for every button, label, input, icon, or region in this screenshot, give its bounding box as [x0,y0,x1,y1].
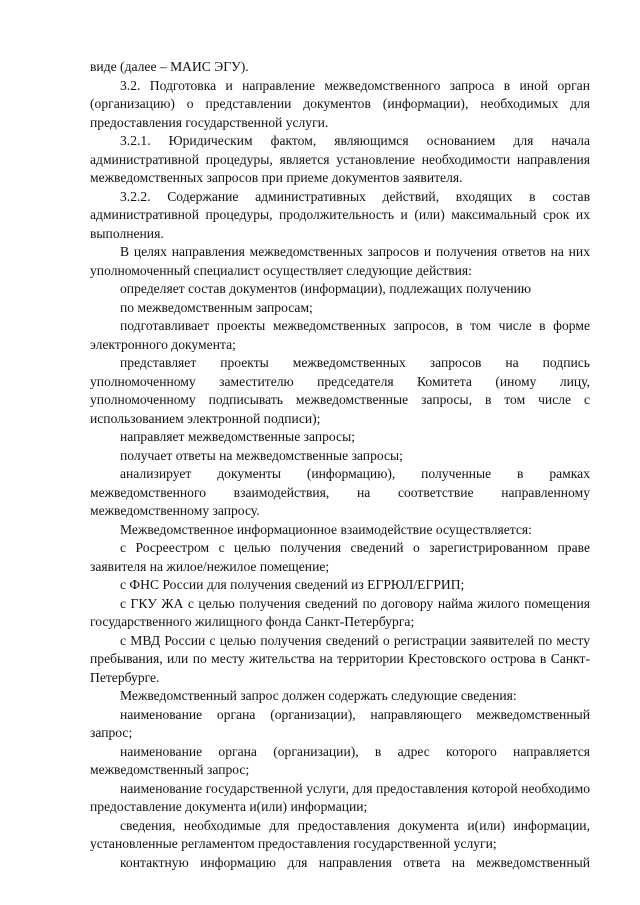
paragraph-continuation: виде (далее – МАИС ЭГУ). [90,59,249,74]
list-item: с ФНС России для получения сведений из ЕГРЮЛ/ЕГРИП; [120,577,465,592]
list-item: с ГКУ ЖА с целью получения сведений по договору найма жилого помещения государственного жилищного фонда Санкт-Петербурга; [90,595,590,629]
list-item: наименование государственной услуги, для предоставления которой необходимо предоставление документа и(или) информации; [90,780,590,814]
list-item: анализирует документы (информацию), полученные в рамках межведомственного взаимодействия, на соответствие направленному межведомственному запросу. [90,466,590,518]
paragraph-interaction-intro: Межведомственное информационное взаимодействие осуществляется: [120,521,532,537]
paragraph-3-2-1: 3.2.1. Юридическим фактом, являющимся основанием для начала административной процедуры, является установление необходимости направления межведомственных запросов при приеме документов заявителя. [90,133,590,185]
paragraph-request-contents-intro: Межведомственный запрос должен содержать следующие сведения: [120,688,517,703]
list-item: сведения, необходимые для предоставления документа и(или) информации, установленные регламентом предоставления государственной услуги; [90,817,590,851]
paragraph-3-2-2: 3.2.2. Содержание административных действий, входящих в состав административной процедуры, продолжительность и (или) максимальный срок их выполнения. [90,188,590,241]
paragraph-actions-intro: В целях направления межведомственных запросов и получения ответов на них уполномоченный специалист осуществляет следующие действия: [90,244,590,278]
list-item: с МВД России с целью получения сведений о регистрации заявителей по месту пребывания, или по месту жительства на территории Крестовского острова в Санкт-Петербурге. [90,632,590,685]
list-item: с Росреестром с целью получения сведений о зарегистрированном праве заявителя на жилое/нежилое помещение; [90,540,590,574]
list-item: представляет проекты межведомственных запросов на подпись уполномоченному заместителю председателя Комитета (иному лицу, уполномоченному подписывать межведомственные запросы, в том числе с использованием электронной подписи); [90,355,590,426]
list-item: наименование органа (организации), направляющего межведомственный запрос; [90,706,590,740]
list-item: подготавливает проекты межведомственных запросов, в том числе в форме электронного документа; [90,318,590,352]
list-item: получает ответы на межведомственные запросы; [120,447,403,463]
document-page [90,58,590,872]
list-item: определяет состав документов (информации), подлежащих получению [120,281,532,296]
paragraph-3-2: 3.2. Подготовка и направление межведомственного запроса в иной орган (организацию) о представлении документов (информации), необходимых для предоставления государственной услуги. [90,77,590,130]
list-item: направляет межведомственные запросы; [120,429,355,444]
list-item: контактную информацию для направления ответа на межведомственный [120,854,590,870]
list-item: по межведомственным запросам; [120,299,313,315]
list-item: наименование органа (организации), в адрес которого направляется межведомственный запрос; [90,743,590,777]
